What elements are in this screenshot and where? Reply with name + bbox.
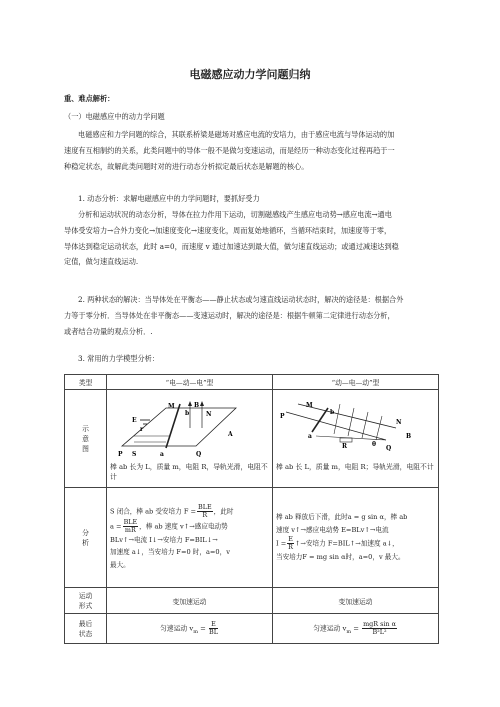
table-row-figure (65, 390, 439, 488)
diagram-label: E (132, 416, 137, 424)
final-left-cell (107, 614, 273, 644)
rail-diagram-right (276, 398, 434, 462)
intro-line: 速度有互相制约的关系，此类问题中的导体一般不是做匀变速运动，而是经历一种动态变化过程再趋于一 (64, 145, 395, 155)
diagram-label: Q (196, 450, 202, 458)
diagram-label: A (228, 430, 233, 438)
rail-diagram-left (110, 398, 268, 462)
diagram-label: B (194, 401, 200, 409)
row-label-figure (65, 390, 107, 488)
table-row-motion (65, 588, 439, 614)
formula-lhs: v (342, 624, 347, 633)
item1-paragraph (64, 207, 444, 270)
diagram-label: P (118, 450, 123, 458)
analysis-text: ，此时 (213, 507, 234, 516)
diagram-label: P (280, 412, 285, 420)
item1-line: 导体达到稳定运动状态，此时 a=0，而速度 v 通过加速达到最大值，做匀速直线运动；或通过减速达到稳 (64, 241, 399, 251)
row-label-final (65, 614, 107, 644)
fraction-numerator: BLE (198, 502, 212, 511)
row-label-motion (65, 588, 107, 614)
final-text: 匀速运动 (160, 624, 188, 633)
fraction-denominator: B²L² (372, 628, 387, 636)
row-label-text: 运动 形式 (78, 591, 93, 610)
fraction-denominator: BL (209, 628, 218, 636)
final-text: 匀速运动 (313, 624, 341, 633)
analysis-text: 加速度 a↓，当安培力 F=0 时，a=0，v (110, 548, 230, 557)
analysis-text: 最大。 (110, 560, 130, 569)
sub-heading: （一）电磁感应中的动力学问题 (64, 112, 165, 121)
fraction-numerator: E (288, 535, 293, 544)
diagram-label: N (206, 410, 212, 418)
table-row-final (65, 614, 439, 644)
row-label-text: 示 意 图 (82, 424, 89, 453)
formula-equals: = (353, 624, 359, 633)
row-label-analysis (65, 488, 107, 588)
fraction-numerator: E (209, 621, 218, 629)
figure-right-cell (273, 390, 439, 488)
formula-lhs: v (189, 624, 194, 633)
intro-line: 电磁感应和力学问题的综合，其联系桥梁是磁场对感应电流的安培力，由于感应电流与导体运动的加 (78, 130, 395, 139)
section-heading: 重、难点解析： (64, 94, 115, 103)
row-label-text: 最后 状态 (78, 619, 93, 638)
fraction-denominator: R (202, 510, 208, 519)
figure-left-cell (107, 390, 273, 488)
analysis-text: ，棒 ab 速度 v↑→感应电动势 (139, 522, 228, 531)
analysis-left-cell (107, 488, 273, 588)
item1-line: 导体受安培力→合外力变化→加速度变化→速度变化，周而复始地循环，当循环结束时，加速度等于零， (64, 225, 392, 235)
table-row-analysis (65, 488, 439, 588)
intro-paragraph (64, 127, 444, 174)
item2-line: 力等于零分析．当导体处在非平衡态——变速运动时，解决的途径是：根据牛顿第二定律进行动态分析， (64, 310, 395, 320)
diagram-label: a (160, 450, 164, 458)
models-table (64, 374, 439, 644)
figure-right-caption: 棒 ab 长 L，质量 m，电阻 R；导轨光滑，电阻不计 (276, 462, 434, 471)
figure-left-caption: 棒 ab 长为 L，质量 m，电阻 R，导轨光滑，电阻不计 (110, 462, 268, 481)
item2-line: 或者结合功量的观点分析．. (64, 326, 153, 336)
item3-heading: 3. 常用的力学模型分析： (78, 354, 160, 363)
fraction-denominator: mR (124, 525, 136, 534)
formula-equals: = (200, 624, 206, 633)
diagram-label: a (308, 432, 312, 440)
diagram-label: Q (386, 444, 392, 452)
diagram-label: N (396, 418, 402, 426)
item1-line: 分析和运动状况的动态分析，导体在拉力作用下运动，切割磁感线产生感应电动势→感应电流→通电 (78, 210, 392, 219)
fraction-numerator: BLE (123, 517, 138, 526)
analysis-text: ↑→安培力 F=BIL↑→加速度 a↓， (294, 539, 399, 548)
formula-lhs: F = (183, 507, 197, 516)
row-label-text: 分 析 (82, 528, 89, 547)
analysis-right-cell (273, 488, 439, 588)
diagram-label: S (132, 450, 137, 458)
formula-subscript: m (346, 628, 352, 635)
analysis-text: ，棒 ab (383, 513, 408, 522)
motion-right-cell: 变加速运动 (273, 588, 439, 614)
formula-fraction (209, 621, 218, 636)
item2-line: 2. 两种状态的解决：当导体处在平衡态——静止状态或匀速直线运动状态时，解决的途径是：根据合外 (78, 295, 404, 304)
fraction-denominator: R (288, 543, 293, 552)
table-header: “动—电—动”型 (273, 375, 439, 390)
item2-paragraph (64, 292, 444, 339)
diagram-label: θ (372, 440, 377, 448)
item1-line: 定值，做匀速直线运动. (64, 257, 139, 267)
item1-heading: 1. 动态分析：求解电磁感应中的力学问题时，要抓好受力 (78, 194, 260, 203)
formula-lhs: I = (276, 539, 287, 548)
intro-line: 种稳定状态，故解此类问题时对的进行动态分析拟定最后状态是解题的核心。 (64, 161, 309, 171)
diagram-label: b (185, 409, 190, 417)
analysis-text: S 闭合，棒 ab 受安培力 (110, 507, 182, 516)
diagram-label: M (168, 402, 175, 410)
figure-right (276, 398, 435, 480)
diagram-label: r (140, 425, 144, 433)
formula: F = mg sin α (302, 553, 346, 562)
final-right-cell (273, 614, 439, 644)
formula-fraction (362, 621, 397, 636)
diagram-label: B (406, 432, 412, 440)
table-header: “电—动—电”型 (107, 375, 273, 390)
fraction-numerator: mgR sin α (363, 620, 396, 628)
formula-lhs: a = (110, 522, 122, 531)
formula-fraction (123, 519, 139, 534)
page-title: 电磁感应动力学问题归纳 (189, 68, 311, 81)
diagram-label: R (342, 442, 347, 450)
analysis-text: 当安培力 (276, 553, 303, 562)
analysis-text: BLv↑→电流 I↓→安培力 F=BIL↓→ (110, 535, 218, 544)
analysis-text: 速度 v↑→感应电动势 E=BLv↑→电流 (276, 525, 389, 534)
formula-fraction (197, 504, 213, 519)
formula-subscript: m (193, 628, 198, 635)
motion-left-cell: 变加速运动 (107, 588, 273, 614)
formula: a = g sin α (347, 513, 384, 522)
diagram-label: b (330, 408, 335, 416)
figure-left (110, 398, 269, 480)
table-header-row (65, 375, 439, 390)
table-header: 类型 (65, 375, 107, 390)
analysis-text: 棒 ab 释放后下滑，此时 (276, 513, 348, 522)
analysis-text: 时，a=0，v 最大。 (345, 553, 405, 562)
formula-fraction (287, 536, 294, 551)
diagram-label: M (306, 401, 313, 409)
